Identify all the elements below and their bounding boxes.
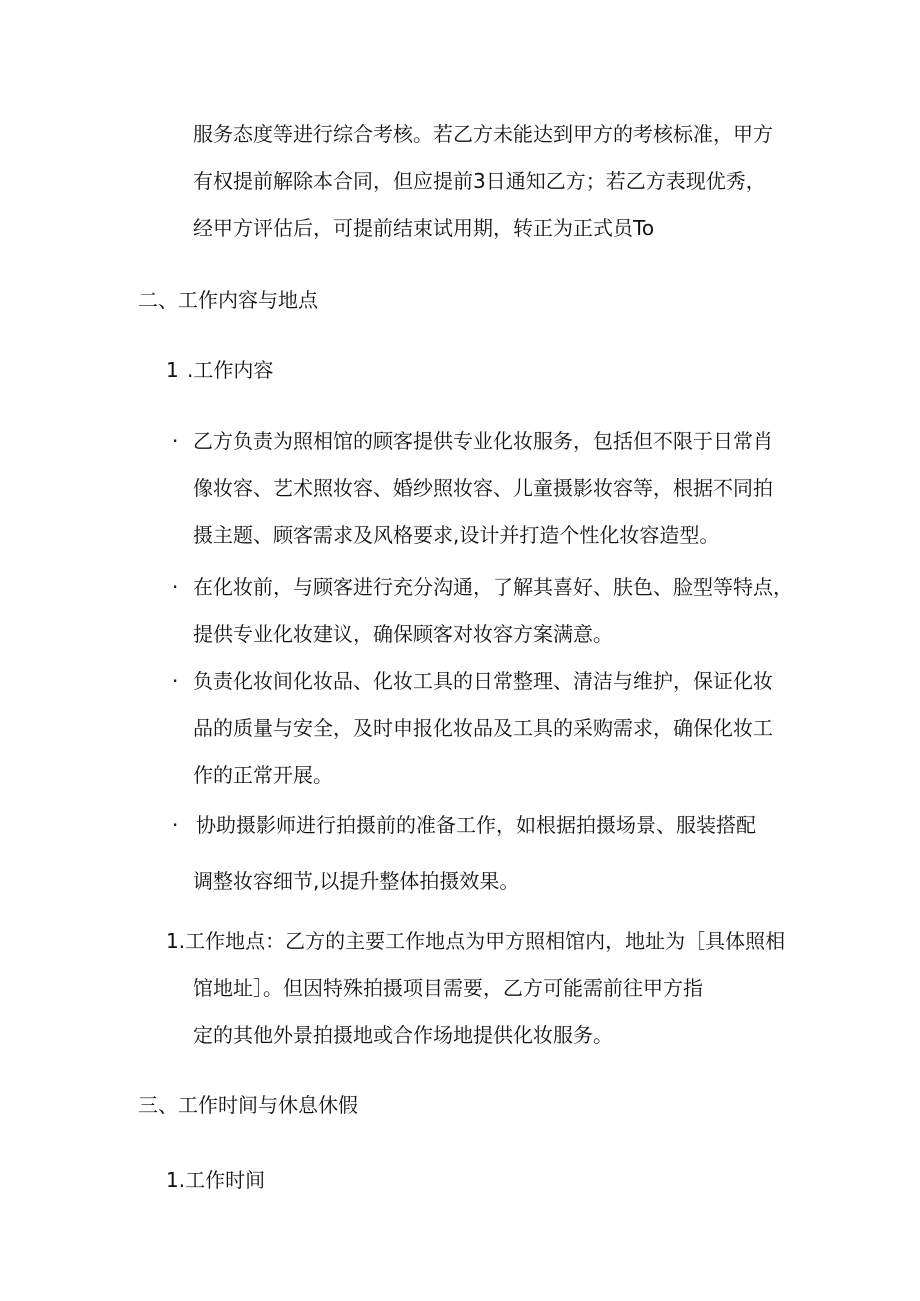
bullet-2-line-1: 在化妆前，与顾客进行充分沟通，了解其喜好、肤色、脸型等特点，	[193, 575, 793, 599]
bullet-dot-icon: ·	[172, 813, 179, 837]
subheading-number: 1	[166, 358, 179, 382]
section-2-heading: 二、工作内容与地点	[138, 288, 318, 312]
intro-line-3: 经甲方评估后，可提前结束试用期，转正为正式员To	[193, 216, 655, 240]
subheading-label: .工作内容	[187, 358, 274, 382]
subheading-work-time: 1.工作时间	[166, 1168, 266, 1192]
bullet-1-line-3: 摄主题、顾客需求及风格要求,设计并打造个性化妆容造型。	[193, 523, 720, 547]
intro-line-1: 服务态度等进行综合考核。若乙方未能达到甲方的考核标准，甲方	[193, 122, 773, 146]
bullet-2-line-2: 提供专业化妆建议，确保顾客对妆容方案满意。	[193, 622, 613, 646]
bullet-1-line-2: 像妆容、艺术照妆容、婚纱照妆容、儿童摄影妆容等，根据不同拍	[193, 476, 773, 500]
bullet-dot-icon: ·	[172, 669, 179, 693]
section-3-heading: 三、工作时间与休息休假	[138, 1093, 358, 1117]
work-location-line-2: 馆地址］。但因特殊拍摄项目需要，乙方可能需前往甲方指	[193, 976, 703, 1000]
bullet-4-line-1: 协助摄影师进行拍摄前的准备工作，如根据拍摄场景、服装搭配	[196, 813, 756, 837]
bullet-dot-icon: ·	[172, 429, 179, 453]
work-location-line-3: 定的其他外景拍摄地或合作场地提供化妆服务。	[193, 1023, 613, 1047]
bullet-dot-icon: ·	[172, 575, 179, 599]
bullet-3-line-1: 负责化妆间化妆品、化妆工具的日常整理、清洁与维护，保证化妆	[193, 669, 773, 693]
bullet-4-line-2: 调整妆容细节,以提升整体拍摄效果。	[193, 869, 520, 893]
intro-line-2: 有权提前解除本合同，但应提前3日通知乙方；若乙方表现优秀，	[193, 169, 766, 193]
bullet-3-line-2: 品的质量与安全，及时申报化妆品及工具的采购需求，确保化妆工	[193, 716, 773, 740]
work-location-line-1: 1.工作地点：乙方的主要工作地点为甲方照相馆内，地址为［具体照相	[166, 929, 786, 953]
bullet-1-line-1: 乙方负责为照相馆的顾客提供专业化妆服务，包括但不限于日常肖	[193, 429, 773, 453]
bullet-3-line-3: 作的正常开展。	[193, 763, 333, 787]
